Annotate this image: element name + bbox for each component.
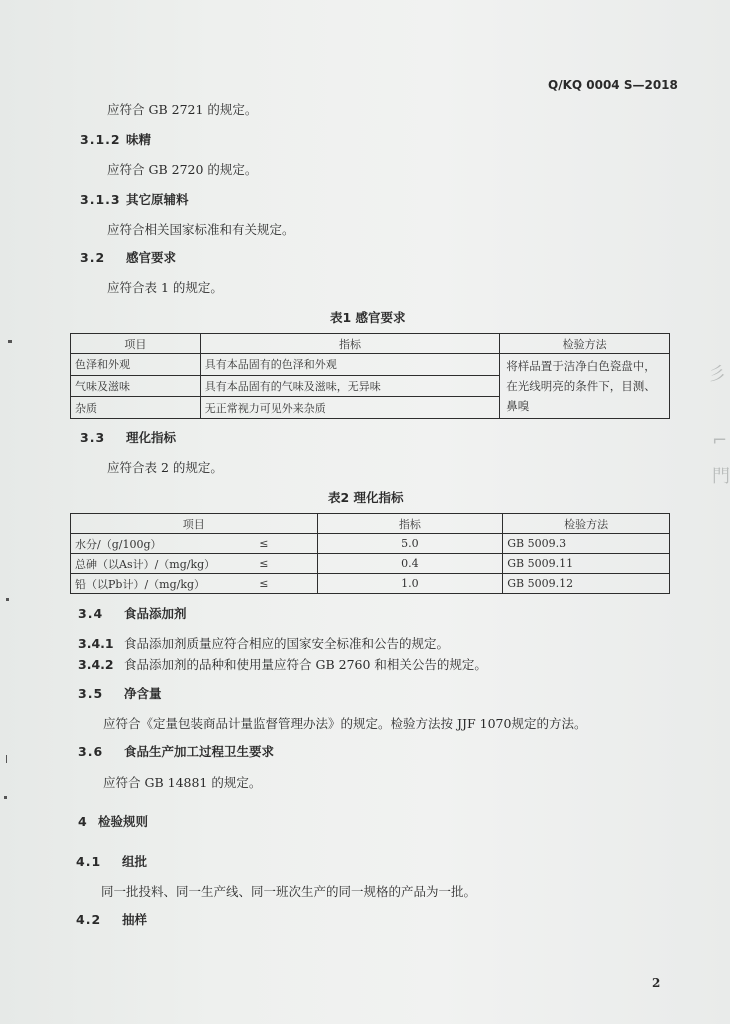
- section-title: 感官要求: [126, 250, 177, 265]
- column-header: 项目: [71, 334, 201, 354]
- section-number: 3.2: [80, 250, 106, 265]
- paragraph: 应符合相关国家标准和有关规定。: [107, 222, 295, 237]
- scan-mark: [6, 755, 7, 763]
- table-cell-operator: ≤: [255, 554, 317, 574]
- paragraph: 应符合 GB 14881 的规定。: [103, 775, 262, 790]
- section-number: 3.6: [78, 744, 104, 759]
- section-heading: [76, 852, 147, 870]
- section-number: 4.2: [76, 912, 102, 927]
- section-title: 组批: [122, 854, 148, 869]
- section-heading: [80, 248, 176, 266]
- column-header: 检验方法: [503, 514, 670, 534]
- scan-mark: [8, 340, 12, 343]
- table-row: [71, 534, 670, 554]
- section-number: 3.1.2: [80, 132, 121, 147]
- section-number: 3.4: [78, 606, 104, 621]
- section-title: 其它原辅料: [126, 192, 189, 207]
- table-cell-item: 总砷（以As计）/（mg/kg）: [71, 554, 256, 574]
- paragraph: 应符合 GB 2721 的规定。: [107, 102, 258, 117]
- table-caption: 表1 感官要求: [330, 310, 406, 325]
- section-number: 3.1.3: [80, 192, 121, 207]
- section-heading: [78, 742, 274, 760]
- column-header: 项目: [71, 514, 318, 534]
- table-cell: 色泽和外观: [71, 354, 201, 376]
- table-cell-method: GB 5009.12: [503, 574, 670, 594]
- section-title: 食品生产加工过程卫生要求: [124, 744, 275, 759]
- section-number: 3.3: [80, 430, 106, 445]
- clause-number: 3.4.1: [78, 636, 114, 651]
- section-title: 抽样: [122, 912, 148, 927]
- section-number: 3.5: [78, 686, 104, 701]
- clause-text: 食品添加剂的品种和使用量应符合 GB 2760 和相关公告的规定。: [124, 657, 487, 672]
- table-cell-operator: ≤: [255, 534, 317, 554]
- table-cell: 无正常视力可见外来杂质: [200, 397, 499, 419]
- table-cell-value: 0.4: [317, 554, 503, 574]
- section-title: 净含量: [124, 686, 162, 701]
- scan-mark: [6, 598, 9, 601]
- paragraph: 同一批投料、同一生产线、同一班次生产的同一规格的产品为一批。: [101, 884, 477, 899]
- clause-text: 食品添加剂质量应符合相应的国家安全标准和公告的规定。: [124, 636, 450, 651]
- bleed-through-mark: ⌐: [712, 430, 728, 451]
- section-heading: [76, 910, 147, 928]
- chapter-heading: [78, 812, 148, 830]
- table-cell-value: 1.0: [317, 574, 503, 594]
- section-heading: [80, 428, 176, 446]
- table-cell: 具有本品固有的气味及滋味，无异味: [200, 375, 499, 397]
- table-cell-method: 将样品置于洁净白色瓷盘中，在光线明亮的条件下，目测、鼻嗅: [500, 354, 670, 419]
- section-heading: [78, 604, 187, 622]
- table-row: [71, 354, 670, 376]
- page-number: 2: [652, 976, 661, 990]
- table-cell-value: 5.0: [317, 534, 503, 554]
- scan-mark: [4, 796, 7, 799]
- table-cell-method: GB 5009.11: [503, 554, 670, 574]
- paragraph: 应符合表 2 的规定。: [107, 460, 223, 475]
- clause-number: 3.4.2: [78, 657, 114, 672]
- table-cell: 气味及滋味: [71, 375, 201, 397]
- column-header: 指标: [200, 334, 499, 354]
- table-caption: 表2 理化指标: [328, 490, 404, 505]
- document-code: Q/KQ 0004 S—2018: [548, 78, 678, 92]
- section-heading: [80, 130, 151, 148]
- paragraph: 应符合表 1 的规定。: [107, 280, 223, 295]
- bleed-through-mark: 彡: [708, 364, 726, 385]
- sensory-requirements-table: [70, 333, 670, 419]
- column-header: 检验方法: [500, 334, 670, 354]
- chapter-title: 检验规则: [98, 814, 149, 829]
- table-cell-item: 铅（以Pb计）/（mg/kg）: [71, 574, 256, 594]
- table-header-row: [71, 334, 670, 354]
- section-title: 食品添加剂: [124, 606, 187, 621]
- paragraph: 应符合 GB 2720 的规定。: [107, 162, 258, 177]
- table-cell: 具有本品固有的色泽和外观: [200, 354, 499, 376]
- table-cell: 杂质: [71, 397, 201, 419]
- section-title: 理化指标: [126, 430, 177, 445]
- physicochemical-indicators-table: [70, 513, 670, 594]
- column-header: 指标: [317, 514, 503, 534]
- table-row: [71, 574, 670, 594]
- section-heading: [80, 190, 189, 208]
- bleed-through-mark: 門: [712, 466, 730, 487]
- numbered-clause: [78, 655, 487, 673]
- table-cell-item: 水分/（g/100g）: [71, 534, 256, 554]
- section-heading: [78, 684, 162, 702]
- table-cell-method: GB 5009.3: [503, 534, 670, 554]
- table-header-row: [71, 514, 670, 534]
- table-cell-operator: ≤: [255, 574, 317, 594]
- section-number: 4.1: [76, 854, 102, 869]
- table-row: [71, 554, 670, 574]
- paragraph: 应符合《定量包装商品计量监督管理办法》的规定。检验方法按 JJF 1070规定的方法。: [103, 716, 587, 731]
- section-title: 味精: [126, 132, 152, 147]
- numbered-clause: [78, 634, 449, 652]
- chapter-number: 4: [78, 814, 87, 829]
